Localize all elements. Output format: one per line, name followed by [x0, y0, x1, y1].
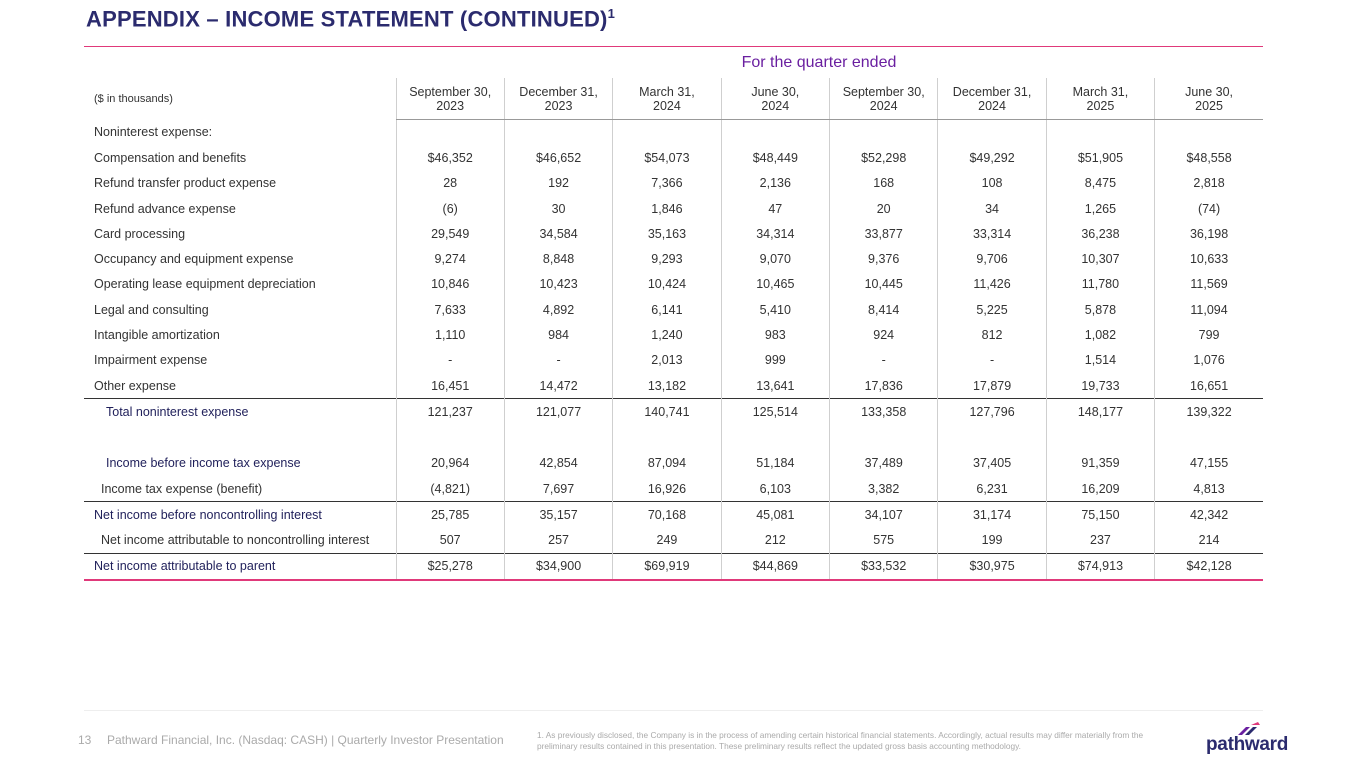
row-value: 35,157 [504, 502, 612, 528]
row-value: 984 [504, 322, 612, 347]
row-value: 133,358 [830, 399, 938, 425]
row-value: $44,869 [721, 553, 829, 580]
footnote-marker: 1 [607, 6, 615, 21]
row-value: 29,549 [396, 221, 504, 246]
row-value: 11,780 [1046, 272, 1154, 297]
row-value: 249 [613, 527, 721, 553]
row-value: - [504, 348, 612, 373]
row-income-before-tax [84, 451, 1263, 476]
row-value: 6,231 [938, 476, 1046, 502]
row-value: 7,633 [396, 297, 504, 322]
row-label: Refund advance expense [94, 201, 236, 216]
row-value: 575 [830, 527, 938, 553]
row-value: 6,103 [721, 476, 829, 502]
row-value: 31,174 [938, 502, 1046, 528]
row-value: 42,342 [1155, 502, 1263, 528]
row-value: 17,879 [938, 373, 1046, 399]
row-label: Total noninterest expense [84, 399, 396, 425]
row-value: 20 [830, 196, 938, 221]
row-value: $69,919 [613, 553, 721, 580]
row-value: 47,155 [1155, 451, 1263, 476]
row-value: 1,076 [1155, 348, 1263, 373]
row-value: 45,081 [721, 502, 829, 528]
row-value: $51,905 [1046, 145, 1154, 170]
row-value: 1,846 [613, 196, 721, 221]
row-value: 212 [721, 527, 829, 553]
row-value: 10,445 [830, 272, 938, 297]
row-value: 139,322 [1155, 399, 1263, 425]
row-value: $25,278 [396, 553, 504, 580]
row-value: 36,238 [1046, 221, 1154, 246]
row-value: 1,240 [613, 322, 721, 347]
row-value: $52,298 [830, 145, 938, 170]
row-label: Refund transfer product expense [94, 176, 277, 191]
row-value: 75,150 [1046, 502, 1154, 528]
spacer-row [84, 425, 1263, 451]
row-value: 10,307 [1046, 246, 1154, 271]
row-value: 125,514 [721, 399, 829, 425]
row-value: 924 [830, 322, 938, 347]
row-value: 51,184 [721, 451, 829, 476]
row-value: 9,070 [721, 246, 829, 271]
row-value: 7,366 [613, 171, 721, 196]
row-value: 87,094 [613, 451, 721, 476]
row-value: 6,141 [613, 297, 721, 322]
row-occupancy-and-equipment-expense [84, 246, 1263, 271]
row-value: 36,198 [1155, 221, 1263, 246]
row-value: 2,136 [721, 171, 829, 196]
row-label: Compensation and benefits [94, 150, 247, 165]
row-value: $34,900 [504, 553, 612, 580]
row-value: 1,110 [396, 322, 504, 347]
row-value: 199 [938, 527, 1046, 553]
row-value: 37,489 [830, 451, 938, 476]
pathward-logo [1206, 722, 1292, 756]
quarter-header: For the quarter ended [741, 54, 897, 71]
row-label: Net income attributable to noncontrolling interest [101, 533, 370, 548]
row-value: 20,964 [396, 451, 504, 476]
row-refund-transfer-product-expense [84, 171, 1263, 196]
row-label: Card processing [94, 226, 186, 241]
row-label: Legal and consulting [94, 302, 209, 317]
row-value: 16,651 [1155, 373, 1263, 399]
page-title: APPENDIX – INCOME STATEMENT (CONTINUED)$^1$ [86, 6, 615, 32]
row-label: Occupancy and equipment expense [94, 252, 294, 267]
row-value: 127,796 [938, 399, 1046, 425]
row-value: 140,741 [613, 399, 721, 425]
row-value: 121,237 [396, 399, 504, 425]
row-value: 16,209 [1046, 476, 1154, 502]
title-rule [84, 46, 1263, 47]
row-value: 799 [1155, 322, 1263, 347]
row-value: 10,424 [613, 272, 721, 297]
row-label: Impairment expense [94, 353, 208, 368]
row-value: 5,878 [1046, 297, 1154, 322]
row-label: Net income attributable to parent [84, 553, 396, 580]
row-value: 9,376 [830, 246, 938, 271]
row-value: (6) [396, 196, 504, 221]
row-compensation-and-benefits [84, 145, 1263, 170]
row-refund-advance-expense [84, 196, 1263, 221]
row-value: $30,975 [938, 553, 1046, 580]
row-value: 148,177 [1046, 399, 1154, 425]
section-row [84, 120, 1263, 146]
section-label: Noninterest expense: [94, 125, 213, 140]
row-value: $74,913 [1046, 553, 1154, 580]
income-statement-table [84, 78, 1263, 581]
row-value: 237 [1046, 527, 1154, 553]
row-value: 4,813 [1155, 476, 1263, 502]
row-value: 2,818 [1155, 171, 1263, 196]
row-value: 17,836 [830, 373, 938, 399]
row-value: 8,414 [830, 297, 938, 322]
col-header-dec-2023: December 31, 2023 [504, 78, 612, 120]
row-value: 9,274 [396, 246, 504, 271]
logo-text: pathward [1206, 734, 1289, 755]
col-header-jun-2024: June 30, 2024 [721, 78, 829, 120]
row-value: $49,292 [938, 145, 1046, 170]
column-header-row [84, 78, 1263, 120]
row-net-income-parent [84, 553, 1263, 580]
row-value: 1,514 [1046, 348, 1154, 373]
row-value: 14,472 [504, 373, 612, 399]
row-value: 9,293 [613, 246, 721, 271]
row-value: (74) [1155, 196, 1263, 221]
row-value: 91,359 [1046, 451, 1154, 476]
row-value: 10,633 [1155, 246, 1263, 271]
row-value: 25,785 [396, 502, 504, 528]
row-label: Operating lease equipment depreciation [94, 277, 316, 292]
row-value: $46,652 [504, 145, 612, 170]
row-net-income-nci [84, 527, 1263, 553]
units-label: ($ in thousands) [94, 92, 173, 105]
col-header-sep-2023: September 30, 2023 [396, 78, 504, 120]
col-header-dec-2024: December 31, 2024 [938, 78, 1046, 120]
row-value: 5,225 [938, 297, 1046, 322]
row-value: 34 [938, 196, 1046, 221]
row-value: 35,163 [613, 221, 721, 246]
row-value: 168 [830, 171, 938, 196]
row-value: 10,423 [504, 272, 612, 297]
row-value: - [830, 348, 938, 373]
row-other-expense [84, 373, 1263, 399]
row-value: 13,641 [721, 373, 829, 399]
row-income-tax [84, 476, 1263, 502]
row-net-income-before-nci [84, 502, 1263, 528]
row-label: Intangible amortization [94, 328, 220, 343]
row-value: 47 [721, 196, 829, 221]
row-value: 30 [504, 196, 612, 221]
row-value: 2,013 [613, 348, 721, 373]
row-label: Income before income tax expense [106, 456, 301, 471]
footer-divider [84, 710, 1263, 711]
row-value: $48,558 [1155, 145, 1263, 170]
row-value: 4,892 [504, 297, 612, 322]
row-label: Net income before noncontrolling interest [84, 502, 396, 528]
row-value: 10,465 [721, 272, 829, 297]
row-value: 507 [396, 527, 504, 553]
row-value: 7,697 [504, 476, 612, 502]
page-number: 13 [78, 733, 92, 747]
row-value: 1,265 [1046, 196, 1154, 221]
row-value: 108 [938, 171, 1046, 196]
row-value: $54,073 [613, 145, 721, 170]
row-value: 19,733 [1046, 373, 1154, 399]
row-value: 257 [504, 527, 612, 553]
row-value: 16,451 [396, 373, 504, 399]
row-value: 10,846 [396, 272, 504, 297]
row-value: 34,314 [721, 221, 829, 246]
row-value: 11,094 [1155, 297, 1263, 322]
row-value: 8,848 [504, 246, 612, 271]
row-value: 11,426 [938, 272, 1046, 297]
row-value: 9,706 [938, 246, 1046, 271]
row-value: 999 [721, 348, 829, 373]
row-value: 11,569 [1155, 272, 1263, 297]
row-operating-lease-equipment-depreciation [84, 272, 1263, 297]
row-value: 214 [1155, 527, 1263, 553]
row-value: 34,584 [504, 221, 612, 246]
row-value: (4,821) [396, 476, 504, 502]
row-value: 983 [721, 322, 829, 347]
row-total-noninterest-expense [84, 399, 1263, 425]
row-impairment-expense [84, 348, 1263, 373]
row-card-processing [84, 221, 1263, 246]
row-value: 34,107 [830, 502, 938, 528]
row-value: $33,532 [830, 553, 938, 580]
row-value: 192 [504, 171, 612, 196]
row-value: $42,128 [1155, 553, 1263, 580]
row-label: Other expense [94, 378, 176, 393]
row-value: $48,449 [721, 145, 829, 170]
row-value: 33,314 [938, 221, 1046, 246]
row-value: $46,352 [396, 145, 504, 170]
col-header-jun-2025: June 30, 2025 [1155, 78, 1263, 120]
row-legal-and-consulting [84, 297, 1263, 322]
row-value: 37,405 [938, 451, 1046, 476]
row-value: 70,168 [613, 502, 721, 528]
row-value: 16,926 [613, 476, 721, 502]
row-value: 1,082 [1046, 322, 1154, 347]
footer-text: Pathward Financial, Inc. (Nasdaq: CASH) | Quarterly Investor Presentation [107, 733, 504, 747]
row-value: 28 [396, 171, 504, 196]
col-header-mar-2024: March 31, 2024 [613, 78, 721, 120]
row-value: 812 [938, 322, 1046, 347]
row-value: 8,475 [1046, 171, 1154, 196]
row-value: 13,182 [613, 373, 721, 399]
row-label: Income tax expense (benefit) [101, 481, 263, 496]
row-value: 3,382 [830, 476, 938, 502]
col-header-sep-2024: September 30, 2024 [830, 78, 938, 120]
row-value: - [396, 348, 504, 373]
row-value: 121,077 [504, 399, 612, 425]
row-value: 5,410 [721, 297, 829, 322]
row-value: 42,854 [504, 451, 612, 476]
row-value: 33,877 [830, 221, 938, 246]
col-header-mar-2025: March 31, 2025 [1046, 78, 1154, 120]
footnote: 1. As previously disclosed, the Company is in the process of amending certain historical financial statements. Accordingly, actual results may differ materially from the preliminary results contained in this presentation. These preliminary results reflect the updated gross basis accounting methodology. [537, 730, 1144, 751]
row-value: - [938, 348, 1046, 373]
row-intangible-amortization [84, 322, 1263, 347]
